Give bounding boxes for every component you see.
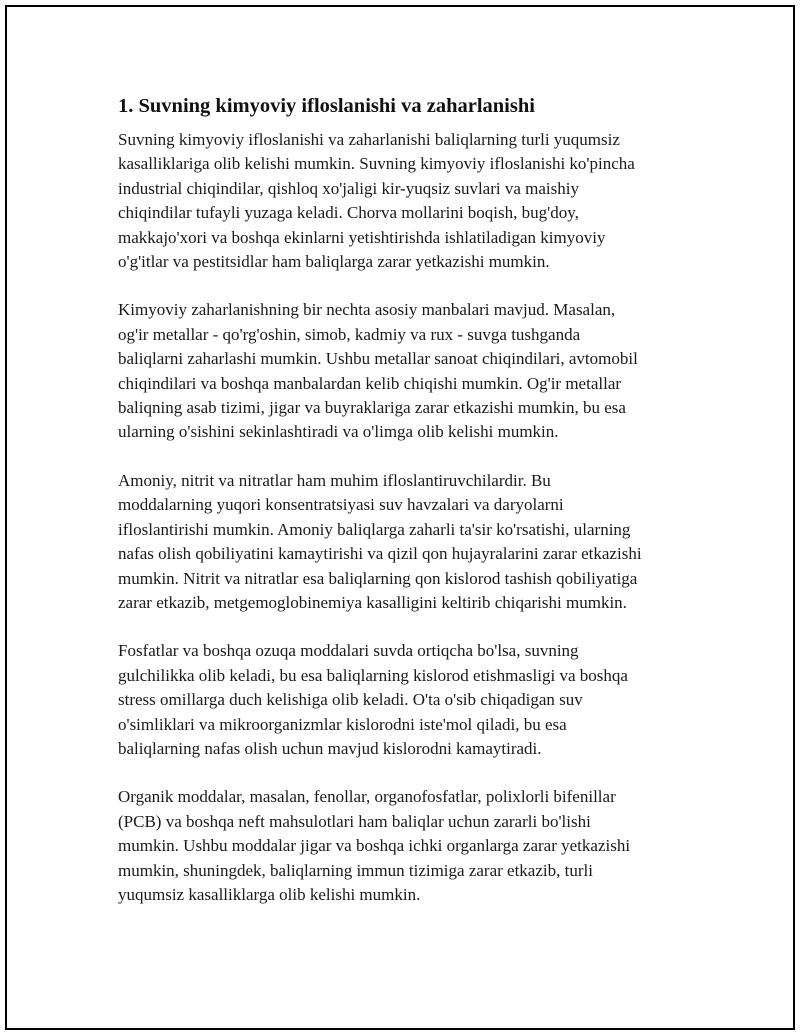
text-line: mumkin, shuningdek, baliqlarning immun tizimiga zarar etkazib, turli (118, 860, 593, 880)
text-line: o'simliklari va mikroorganizmlar kislorodni iste'mol qiladi, bu esa (118, 714, 567, 734)
text-line: chiqindilari va boshqa manbalardan kelib chiqishi mumkin. Og'ir metallar (118, 373, 622, 393)
text-line: Organik moddalar, masalan, fenollar, organofosfatlar, polixlorli bifenillar (118, 787, 616, 807)
text-line: Fosfatlar va boshqa ozuqa moddalari suvda ortiqcha bo'lsa, suvning (118, 641, 579, 661)
text-line: kasalliklariga olib kelishi mumkin. Suvning kimyoviy ifloslanishi ko'pincha (118, 154, 635, 174)
text-line: baliqlarning nafas olish uchun mavjud kislorodni kamaytiradi. (118, 738, 542, 758)
text-line: gulchilikka olib keladi, bu esa baliqlarning kislorod etishmasligi va boshqa (118, 665, 628, 685)
paragraph-3 (118, 469, 688, 615)
text-line: baliqning asab tizimi, jigar va buyraklariga zarar etkazishi mumkin, bu esa (118, 398, 626, 418)
text-line: zarar etkazib, metgemoglobinemiya kasalligini keltirib chiqarishi mumkin. (118, 592, 627, 612)
text-line: o'g'itlar va pestitsidlar ham baliqlarga zarar yetkazishi mumkin. (118, 252, 550, 272)
document-body (118, 92, 688, 907)
text-line: mumkin. Ushbu moddalar jigar va boshqa ichki organlarga zarar yetkazishi (118, 836, 631, 856)
paragraph-4 (118, 639, 688, 761)
text-line: og'ir metallar - qo'rg'oshin, simob, kadmiy va rux - suvga tushganda (118, 324, 581, 344)
text-line: ularning o'sishini sekinlashtiradi va o'limga olib kelishi mumkin. (118, 422, 559, 442)
text-line: nafas olish qobiliyatini kamaytirishi va qizil qon hujayralarini zarar etkazishi (118, 544, 642, 564)
text-line: makkajo'xori va boshqa ekinlarni yetishtirishda ishlatiladigan kimyoviy (118, 227, 606, 247)
text-line: chiqindilar tufayli yuzaga keladi. Chorva mollarini boqish, bug'doy, (118, 203, 579, 223)
text-line: baliqlarni zaharlashi mumkin. Ushbu metallar sanoat chiqindilari, avtomobil (118, 349, 638, 369)
text-line: moddalarning yuqori konsentratsiyasi suv havzalari va daryolarni (118, 495, 564, 515)
text-line: yuqumsiz kasalliklarga olib kelishi mumkin. (118, 884, 421, 904)
paragraph-2 (118, 298, 688, 444)
paragraph-1 (118, 128, 688, 274)
text-line: Suvning kimyoviy ifloslanishi va zaharlanishi baliqlarning turli yuqumsiz (118, 130, 620, 149)
text-line: industrial chiqindilar, qishloq xo'jaligi kir-yuqsiz suvlari va maishiy (118, 178, 579, 198)
text-line: (PCB) va boshqa neft mahsulotlari ham baliqlar uchun zararli bo'lishi (118, 811, 591, 831)
text-line: Amoniy, nitrit va nitratlar ham muhim ifloslantiruvchilardir. Bu (118, 470, 551, 490)
text-line: Kimyoviy zaharlanishning bir nechta asosiy manbalari mavjud. Masalan, (118, 300, 616, 320)
paragraph-5 (118, 785, 688, 907)
text-line: stress omillarga duch kelishiga olib keladi. O'ta o'sib chiqadigan suv (118, 690, 583, 710)
section-heading: 1. Suvning kimyoviy ifloslanishi va zaharlanishi (118, 95, 535, 117)
text-line: ifloslantirishi mumkin. Amoniy baliqlarga zaharli ta'sir ko'rsatishi, ularning (118, 519, 631, 539)
text-line: mumkin. Nitrit va nitratlar esa baliqlarning qon kislorod tashish qobiliyatiga (118, 568, 638, 588)
